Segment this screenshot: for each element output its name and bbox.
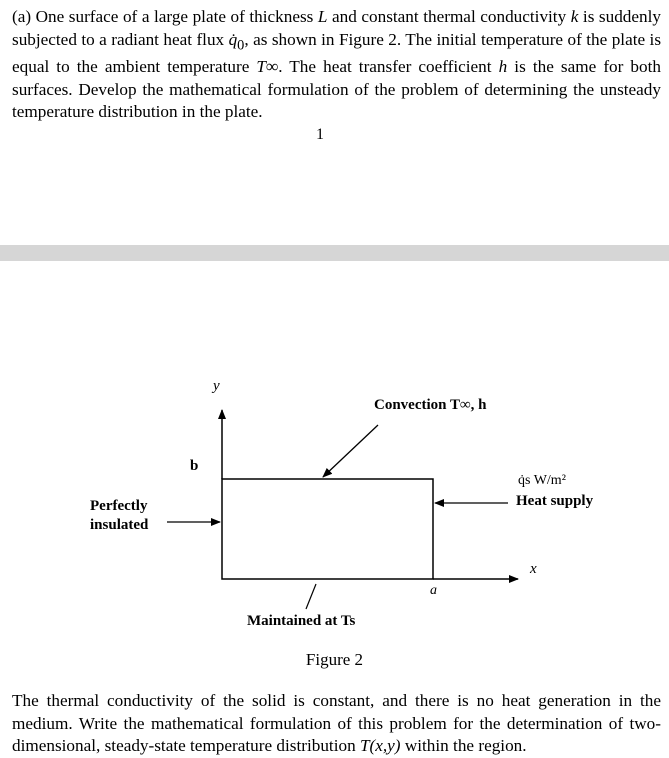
insulated-label-2: insulated xyxy=(90,517,149,533)
b-label: b xyxy=(190,458,199,474)
heat-supply-label: Heat supply xyxy=(516,493,594,509)
problem-b-text: The thermal conductivity of the solid is constant, and there is no heat generation in the medium. Write the mathematical formulation of this problem for the determination of two-dimensional, steady-state temperature distribution T(x,y) within the region. xyxy=(12,691,661,755)
page-number: 1 xyxy=(316,126,324,143)
figure-2-diagram xyxy=(0,370,669,650)
y-axis-label: y xyxy=(213,378,220,394)
maintained-label: Maintained at Ts xyxy=(247,613,356,629)
heat-flux-label: q̇s W/m² xyxy=(518,473,566,488)
plate-rectangle xyxy=(222,479,433,579)
x-axis-label: x xyxy=(530,561,537,577)
convection-arrow xyxy=(323,425,378,477)
insulated-label-1: Perfectly xyxy=(90,498,148,514)
problem-a-text: (a) One surface of a large plate of thickness L and constant thermal conductivity k is suddenly subjected to a radiant heat flux $q̇_0$, as shown in Figure 2. The initial temperature of the plate is equal to the ambient temperature T∞. The heat transfer coefficient h is the same for both surfaces. Develop the mathematical formulation of the problem of determining the unsteady temperature distribution in the plate. xyxy=(12,7,662,122)
figure-caption: Figure 2 xyxy=(305,650,364,669)
maintained-pointer xyxy=(306,584,316,609)
a-label: a xyxy=(430,583,437,598)
page-separator xyxy=(0,245,669,261)
convection-label: Convection T∞, h xyxy=(374,397,487,413)
